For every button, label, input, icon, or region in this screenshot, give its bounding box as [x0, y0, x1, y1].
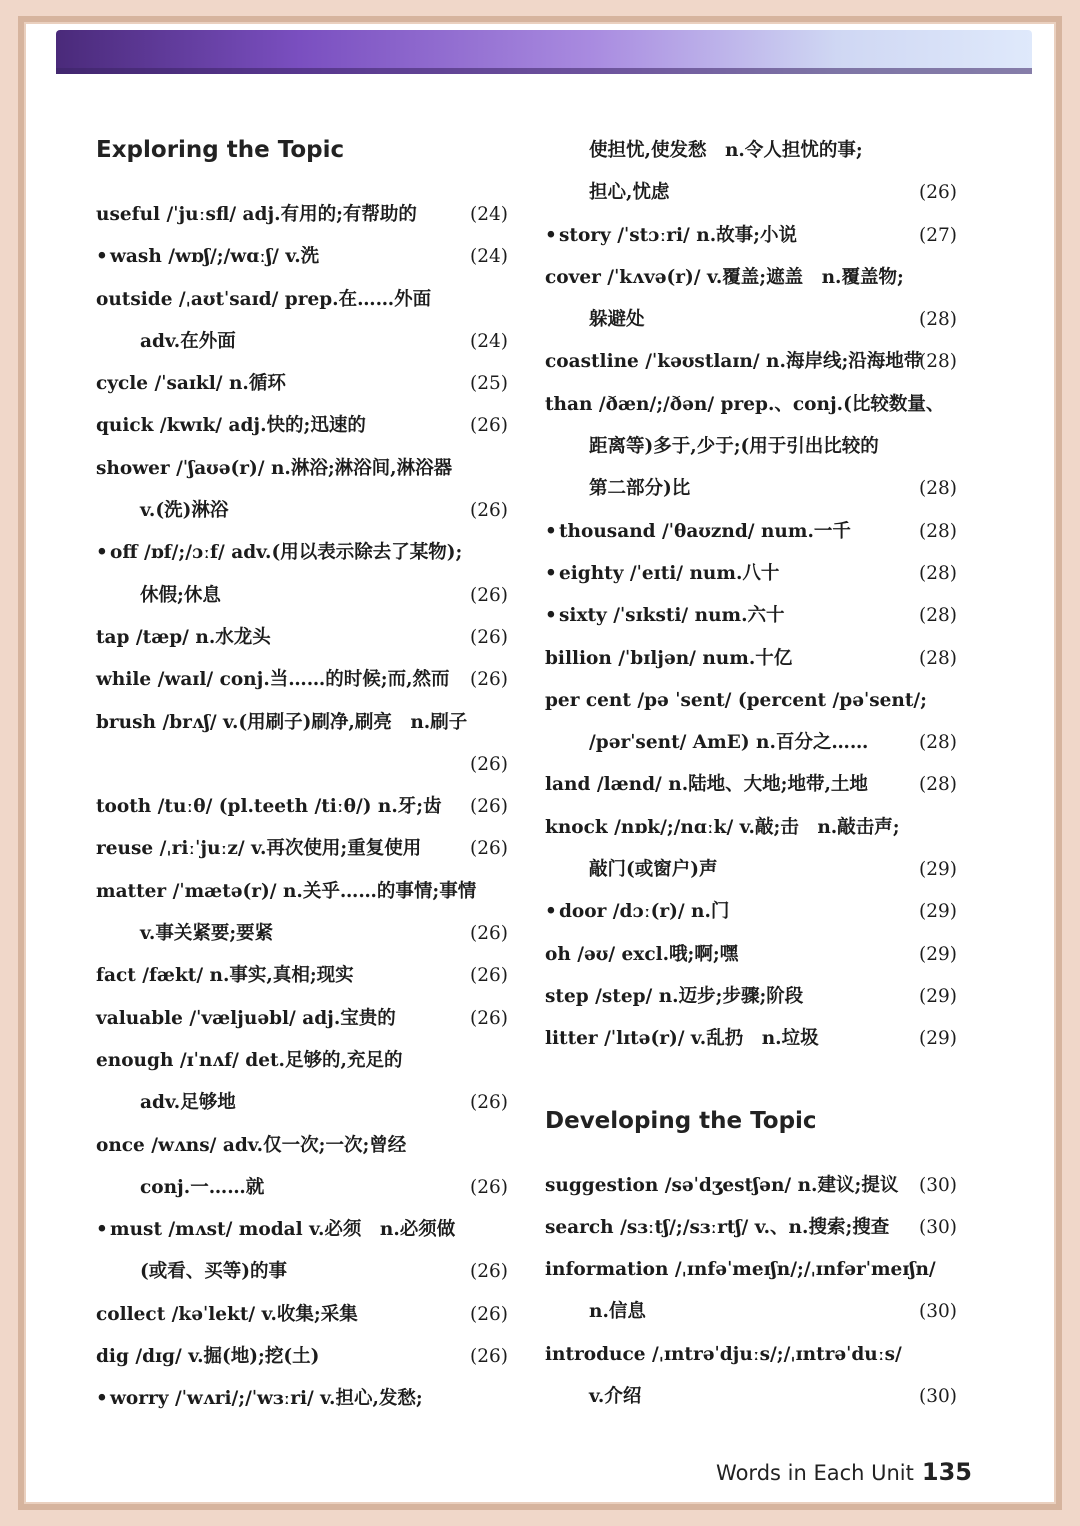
entry-text: brush /brʌʃ/ v.(用刷子)刷净,刷亮 n.刷子 [96, 711, 468, 733]
entry-page-ref: (26) [470, 838, 508, 860]
entry-text: fact /fækt/ n.事实,真相;现实 [96, 965, 354, 987]
key-word-marker-icon: • [545, 901, 557, 923]
key-word-marker-icon: • [545, 520, 557, 542]
vocab-entry [96, 1167, 508, 1209]
vocab-entry [96, 405, 508, 447]
entry-page-ref: (26) [470, 626, 508, 648]
key-word-marker-icon: • [96, 1219, 108, 1241]
entry-text: useful /ˈjuːsfl/ adj.有用的;有帮助的 [96, 204, 417, 225]
vocab-entry [545, 1376, 957, 1418]
vocab-entry [545, 1291, 957, 1333]
entry-text: door /dɔː(r)/ n.门 [559, 901, 730, 923]
vocab-entry [545, 891, 957, 933]
entry-page-ref: (28) [919, 351, 957, 373]
vocab-entry [96, 1040, 508, 1082]
entry-page-ref: (26) [470, 1346, 508, 1368]
vocab-entry [96, 1251, 508, 1293]
entry-text: knock /nɒk/;/nɑːk/ v.敲;击 n.敲击声; [545, 816, 900, 838]
vocab-entry [545, 807, 957, 849]
vocab-entry [96, 955, 508, 997]
entry-page-ref: (26) [919, 182, 957, 204]
entry-page-ref: (28) [919, 309, 957, 331]
entry-text: step /step/ n.迈步;步骤;阶段 [545, 985, 804, 1007]
entry-text: sixty /ˈsɪksti/ num.六十 [559, 605, 785, 627]
entry-text: worry /ˈwʌri/;/ˈwɜːri/ v.担心,发愁; [110, 1388, 423, 1410]
vocab-entry [96, 236, 508, 278]
entry-page-ref: (26) [470, 1092, 508, 1114]
vocab-entry [96, 1209, 508, 1251]
entry-page-ref: (25) [470, 373, 508, 395]
entry-text: while /waɪl/ conj.当……的时候;而,然而 [96, 669, 450, 691]
entry-text: story /ˈstɔːri/ n.故事;小说 [559, 224, 797, 246]
vocab-entry [545, 1207, 957, 1249]
left-entry-list [96, 194, 508, 1421]
page-number: 135 [921, 1458, 972, 1486]
entry-page-ref: (30) [919, 1386, 957, 1408]
vocab-entry [96, 871, 508, 913]
entry-text: than /ðæn/;/ðən/ prep.、conj.(比较数量、 [545, 393, 945, 415]
vocab-entry [96, 1082, 508, 1124]
vocab-entry [545, 934, 957, 976]
entry-page-ref: (24) [470, 204, 508, 225]
vocab-entry [96, 194, 508, 236]
entry-text: n.信息 [589, 1301, 646, 1323]
entry-text: 使担忧,使发愁 n.令人担忧的事; [589, 140, 863, 161]
vocab-entry [545, 553, 957, 595]
entry-text: 距离等)多于,少于;(用于引出比较的 [589, 436, 879, 458]
vocab-entry [545, 638, 957, 680]
entry-text: /pərˈsent/ AmE) n.百分之…… [589, 732, 869, 754]
entry-page-ref: (28) [919, 774, 957, 796]
entry-page-ref: (26) [470, 753, 508, 775]
entry-text: billion /ˈbɪljən/ num.十亿 [545, 647, 793, 669]
vocab-entry [96, 913, 508, 955]
entry-page-ref: (30) [919, 1174, 957, 1196]
vocab-entry [545, 257, 957, 299]
vocab-entry [96, 363, 508, 405]
entry-text: eighty /ˈeɪti/ num.八十 [559, 562, 780, 584]
vocab-entry [545, 680, 957, 722]
vocab-entry [545, 764, 957, 806]
vocab-entry [96, 1125, 508, 1167]
entry-page-ref: (28) [919, 605, 957, 627]
vocab-entry [96, 532, 508, 574]
vocab-entry [545, 341, 957, 383]
entry-text: cycle /ˈsaɪkl/ n.循环 [96, 373, 286, 395]
entry-text: suggestion /səˈdʒestʃən/ n.建议;提议 [545, 1174, 899, 1196]
vocab-entry [545, 511, 957, 553]
entry-text: coastline /ˈkəʊstlaɪn/ n.海岸线;沿海地带 [545, 351, 923, 373]
key-word-marker-icon: • [545, 605, 557, 627]
entry-page-ref: (28) [919, 520, 957, 542]
entry-text: v.事关紧要;要紧 [140, 923, 274, 945]
entry-text: matter /ˈmætə(r)/ n.关乎……的事情;事情 [96, 880, 477, 902]
entry-text: reuse /ˌriːˈjuːz/ v.再次使用;重复使用 [96, 838, 422, 860]
entry-text: conj.一……就 [140, 1176, 265, 1198]
vocab-entry [545, 468, 957, 510]
vocab-entry [96, 998, 508, 1040]
entry-page-ref: (26) [470, 923, 508, 945]
entry-text: adv.在外面 [140, 330, 236, 352]
key-word-marker-icon: • [96, 542, 108, 564]
section-heading-developing: Developing the Topic [545, 1107, 817, 1134]
entry-text: tap /tæp/ n.水龙头 [96, 626, 271, 648]
vocab-entry [545, 299, 957, 341]
vocab-entry [96, 1336, 508, 1378]
vocab-entry [96, 490, 508, 532]
entry-text: enough /ɪˈnʌf/ det.足够的,充足的 [96, 1049, 403, 1071]
entry-text: 第二部分)比 [589, 478, 691, 500]
entry-text: information /ˌɪnfəˈmeɪʃn/;/ˌɪnfərˈmeɪʃn/ [545, 1259, 936, 1281]
entry-text: dig /dɪɡ/ v.掘(地);挖(土) [96, 1346, 320, 1368]
entry-page-ref: (30) [919, 1216, 957, 1238]
entry-text: introduce /ˌɪntrəˈdjuːs/;/ˌɪntrəˈduːs/ [545, 1343, 902, 1365]
vocab-entry [96, 744, 508, 786]
entry-text: land /lænd/ n.陆地、大地;地带,土地 [545, 774, 868, 796]
entry-page-ref: (28) [919, 562, 957, 584]
entry-text: quick /kwɪk/ adj.快的;迅速的 [96, 415, 366, 437]
entry-page-ref: (26) [470, 500, 508, 522]
entry-text: v.(洗)淋浴 [140, 500, 229, 522]
entry-text: must /mʌst/ modal v.必须 n.必须做 [110, 1219, 456, 1241]
entry-text: once /wʌns/ adv.仅一次;一次;曾经 [96, 1134, 407, 1156]
vocab-entry [96, 1294, 508, 1336]
vocab-entry [96, 786, 508, 828]
entry-text: 休假;休息 [140, 584, 221, 606]
header-banner-edge [56, 68, 1032, 74]
right-entry-list [545, 130, 957, 1061]
entry-text: off /ɒf/;/ɔːf/ adv.(用以表示除去了某物); [110, 542, 463, 564]
vocab-entry [545, 215, 957, 257]
entry-text: v.介绍 [589, 1386, 642, 1408]
entry-text: 敲门(或窗户)声 [589, 859, 718, 881]
page-footer [716, 1458, 972, 1486]
entry-text: adv.足够地 [140, 1092, 236, 1114]
entry-page-ref: (24) [470, 246, 508, 268]
entry-page-ref: (29) [919, 1028, 957, 1050]
entry-text: 躲避处 [589, 309, 645, 331]
entry-page-ref: (26) [470, 584, 508, 606]
entry-text: per cent /pə ˈsent/ (percent /pəˈsent/; [545, 689, 927, 711]
right-column [545, 130, 957, 1418]
entry-text: cover /ˈkʌvə(r)/ v.覆盖;遮盖 n.覆盖物; [545, 266, 904, 288]
entry-text: outside /ˌaʊtˈsaɪd/ prep.在……外面 [96, 288, 432, 310]
entry-page-ref: (26) [470, 796, 508, 818]
vocab-entry [96, 279, 508, 321]
entry-page-ref: (24) [470, 330, 508, 352]
entry-text: shower /ˈʃaʊə(r)/ n.淋浴;淋浴间,淋浴器 [96, 457, 453, 479]
entry-page-ref: (27) [919, 224, 957, 246]
entry-page-ref: (29) [919, 943, 957, 965]
entry-page-ref: (26) [470, 965, 508, 987]
entry-text: tooth /tuːθ/ (pl.teeth /tiːθ/) n.牙;齿 [96, 796, 442, 818]
entry-page-ref: (26) [470, 415, 508, 437]
entry-page-ref: (28) [919, 647, 957, 669]
section-heading-exploring: Exploring the Topic [96, 137, 345, 163]
entry-page-ref: (26) [470, 669, 508, 691]
vocab-entry [545, 1249, 957, 1291]
vocab-entry [545, 849, 957, 891]
vocab-entry [545, 1165, 957, 1207]
right-entry-list-2 [545, 1165, 957, 1419]
vocab-entry [545, 384, 957, 426]
vocab-entry [96, 617, 508, 659]
entry-page-ref: (26) [470, 1261, 508, 1283]
entry-page-ref: (29) [919, 901, 957, 923]
entry-text: wash /wɒʃ/;/wɑːʃ/ v.洗 [110, 246, 320, 268]
entry-text: collect /kəˈlekt/ v.收集;采集 [96, 1303, 358, 1325]
vocab-entry [545, 130, 957, 172]
section-gap [545, 1061, 957, 1101]
left-column [96, 130, 508, 1421]
entry-page-ref: (26) [470, 1007, 508, 1029]
vocab-entry [545, 1018, 957, 1060]
key-word-marker-icon: • [96, 246, 108, 268]
entry-text: oh /əʊ/ excl.哦;啊;嘿 [545, 943, 739, 965]
entry-page-ref: (29) [919, 985, 957, 1007]
key-word-marker-icon: • [545, 562, 557, 584]
entry-text: litter /ˈlɪtə(r)/ v.乱扔 n.垃圾 [545, 1028, 819, 1050]
key-word-marker-icon: • [545, 224, 557, 246]
vocab-entry [545, 976, 957, 1018]
entry-text: valuable /ˈvæljuəbl/ adj.宝贵的 [96, 1007, 396, 1029]
vocab-entry [545, 722, 957, 764]
footer-label: Words in Each Unit [716, 1461, 914, 1485]
vocab-entry [545, 595, 957, 637]
key-word-marker-icon: • [96, 1388, 108, 1410]
entry-text: 担心,忧虑 [589, 182, 670, 204]
vocab-entry [96, 828, 508, 870]
entry-text: (或看、买等)的事 [140, 1261, 288, 1283]
vocab-entry [96, 448, 508, 490]
vocab-entry [96, 702, 508, 744]
entry-page-ref: (26) [470, 1176, 508, 1198]
vocab-entry [96, 1378, 508, 1420]
entry-text: thousand /ˈθaʊznd/ num.一千 [559, 520, 851, 542]
vocab-entry [96, 575, 508, 617]
entry-page-ref: (28) [919, 478, 957, 500]
vocab-entry [545, 172, 957, 214]
vocab-entry [96, 321, 508, 363]
entry-text: search /sɜːtʃ/;/sɜːrtʃ/ v.、n.搜索;搜查 [545, 1216, 890, 1238]
entry-page-ref: (30) [919, 1301, 957, 1323]
vocab-entry [545, 426, 957, 468]
vocab-entry [96, 659, 508, 701]
entry-page-ref: (26) [470, 1303, 508, 1325]
entry-page-ref: (28) [919, 732, 957, 754]
entry-page-ref: (29) [919, 859, 957, 881]
vocab-entry [545, 1334, 957, 1376]
